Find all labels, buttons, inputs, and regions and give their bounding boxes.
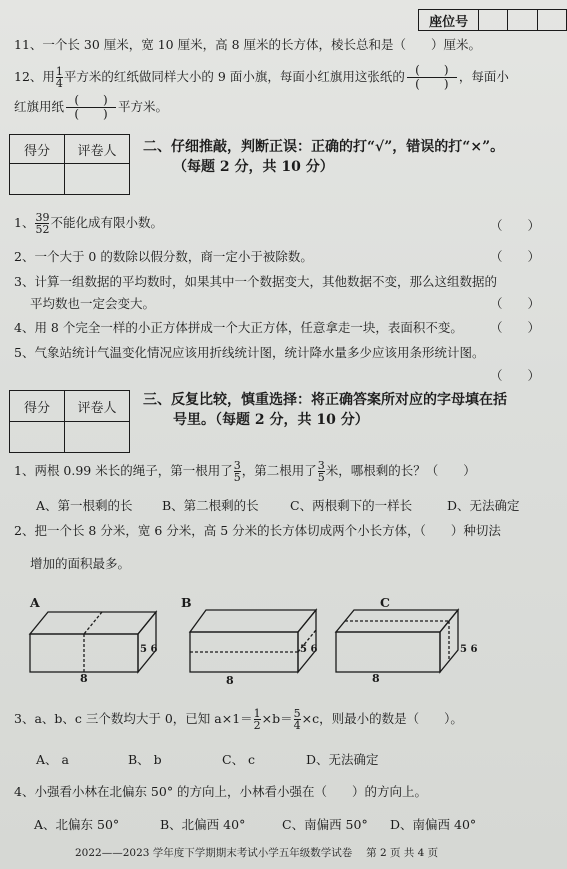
judge-question-2: 2、一个大于 0 的数除以假分数，商一定小于被除数。 xyxy=(14,249,313,264)
score-label: 得分 xyxy=(10,391,65,422)
score-cell xyxy=(10,422,65,453)
section-2-title: 二、仔细推敲，判断正误：正确的打“√”，错误的打“×”。 xyxy=(143,139,505,155)
figure-a-dims: 5 6 xyxy=(140,644,158,655)
choice-1-option-d: D、无法确定 xyxy=(447,498,520,513)
judge-answer-2: （ ） xyxy=(490,249,541,264)
question-11: 11、一个长 30 厘米，宽 10 厘米，高 8 厘米的长方体，棱长总和是（ ）厘米。 xyxy=(14,37,482,52)
score-cell xyxy=(10,164,65,195)
section-3-title: 三、反复比较，慎重选择：将正确答案所对应的字母填在括 xyxy=(143,392,507,408)
grader-cell xyxy=(65,422,130,453)
figure-letter-a: A xyxy=(30,595,40,610)
choice-4-option-c: C、南偏西 50° xyxy=(282,817,368,832)
section-2-subtitle: （每题 2 分，共 10 分） xyxy=(173,159,334,175)
choice-3-option-c: C、 c xyxy=(222,752,256,767)
choice-question-2: 2、把一个长 8 分米，宽 6 分米，高 5 分米的长方体切成两个小长方体，（ ）种切法 xyxy=(14,523,501,538)
choice-4-option-a: A、北偏东 50° xyxy=(34,817,120,832)
figure-letter-c: C xyxy=(380,595,390,610)
fraction-3-5-b: $\frac{3}{5}$ xyxy=(317,459,325,484)
cuboid-figures xyxy=(28,592,548,687)
choice-4-option-d: D、南偏西 40° xyxy=(390,817,477,832)
cuboid-figure-a xyxy=(30,612,156,672)
figure-a-length: 8 xyxy=(80,672,88,685)
judge-question-1: 1、 $\frac{39}{52}$ 不能化成有限小数。 xyxy=(14,211,163,236)
choice-question-1: 1、两根 0.99 米长的绳子，第一根用了 $\frac{3}{5}$ ，第二根用了 $\frac{3}{5}$ 米，哪根剩的长？（ ） xyxy=(14,459,476,484)
grader-label: 评卷人 xyxy=(65,135,130,164)
question-12-line2: 红旗用纸 ( ) ( ) 平方米。 xyxy=(14,93,169,121)
seat-number-box xyxy=(418,9,567,31)
judge-question-3: 3、计算一组数据的平均数时，如果其中一个数据变大，其他数据不变，那么这组数据的 xyxy=(14,274,497,289)
judge-question-5: 5、气象站统计气温变化情况应该用折线统计图，统计降水量多少应该用条形统计图。 xyxy=(14,345,485,360)
section-3-subtitle: 号里。（每题 2 分，共 10 分） xyxy=(173,412,369,428)
judge-answer-4: （ ） xyxy=(490,320,541,335)
choice-1-option-b: B、第二根剩的长 xyxy=(162,498,259,513)
page-footer: 2022——2023 学年度下学期期末考试小学五年级数学试卷 第 2 页 共 4 页 xyxy=(75,847,439,859)
choice-3-option-a: A、 a xyxy=(36,752,69,767)
choice-question-4: 4、小强看小林在北偏东 50° 的方向上，小林看小强在（ ）的方向上。 xyxy=(14,784,428,799)
seat-cell-3 xyxy=(537,10,566,31)
judge-answer-1: （ ） xyxy=(490,218,541,233)
figure-b-dims: 5 6 xyxy=(300,644,318,655)
figure-c-dims: 5 6 xyxy=(460,644,478,655)
figure-c-length: 8 xyxy=(372,672,380,685)
question-12: 12、用 $\frac{1}{4}$ 平方米的红纸做同样大小的 9 面小旗，每面小红旗用这张纸的 ( ) ( ) ，每面小 xyxy=(14,63,509,91)
choice-1-option-a: A、第一根剩的长 xyxy=(36,498,133,513)
fraction-3-5-a: $\frac{3}{5}$ xyxy=(233,459,241,484)
score-box-section-3 xyxy=(9,390,130,453)
choice-1-option-c: C、两根剩下的一样长 xyxy=(290,498,413,513)
choice-4-option-b: B、北偏西 40° xyxy=(160,817,246,832)
choice-3-option-d: D、无法确定 xyxy=(306,752,379,767)
fraction-5-4: $\frac{5}{4}$ xyxy=(293,707,301,732)
judge-answer-3: （ ） xyxy=(490,296,541,311)
judge-question-4: 4、用 8 个完全一样的小正方体拼成一个大正方体，任意拿走一块，表面积不变。 xyxy=(14,320,463,335)
fraction-quarter: $\frac{1}{4}$ xyxy=(55,65,63,90)
choice-question-3: 3、a、b、c 三个数均大于 0，已知 a×1＝ $\frac{1}{2}$ ×b＝ $\frac{5}{4}$ ×c，则最小的数是（ ）。 xyxy=(14,707,463,732)
cuboid-figure-b xyxy=(190,610,316,672)
fraction-39-52: $\frac{39}{52}$ xyxy=(35,211,50,236)
score-box-section-2 xyxy=(9,134,130,195)
grader-cell xyxy=(65,164,130,195)
judge-question-3-line2: 平均数也一定会变大。 xyxy=(30,296,156,311)
choice-3-option-b: B、 b xyxy=(128,752,162,767)
grader-label: 评卷人 xyxy=(65,391,130,422)
score-label: 得分 xyxy=(10,135,65,164)
judge-answer-5: （ ） xyxy=(490,368,541,383)
figure-letter-b: B xyxy=(181,595,192,610)
seat-cell-1 xyxy=(479,10,508,31)
fraction-1-2: $\frac{1}{2}$ xyxy=(253,707,261,732)
cuboid-figure-c xyxy=(336,610,458,672)
seat-cell-2 xyxy=(508,10,537,31)
answer-blank-fraction-2: ( ) ( ) xyxy=(66,94,116,121)
seat-label: 座位号 xyxy=(419,10,479,31)
answer-blank-fraction-1: ( ) ( ) xyxy=(407,64,457,91)
choice-question-2-line2: 增加的面积最多。 xyxy=(30,556,131,571)
figure-b-length: 8 xyxy=(226,674,234,687)
